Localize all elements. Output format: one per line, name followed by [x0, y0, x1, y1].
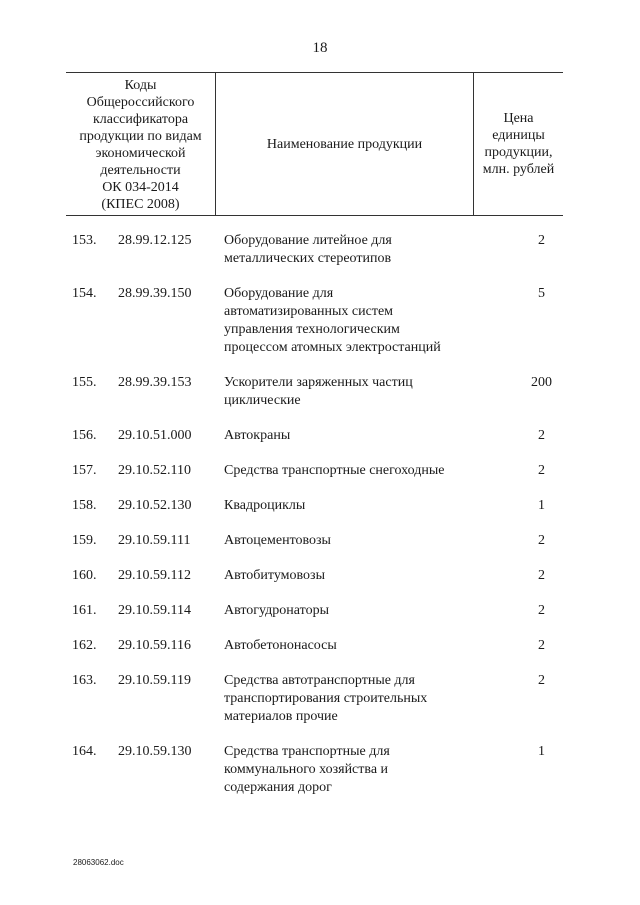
- product-name-line: металлических стереотипов: [224, 251, 392, 266]
- header-price-line: продукции,: [484, 145, 553, 160]
- row-code: 29.10.59.130: [118, 744, 192, 759]
- table-header: [66, 72, 563, 216]
- header-price-label: [483, 110, 554, 178]
- row-number: 164.: [72, 744, 97, 759]
- row-number: 160.: [72, 568, 97, 583]
- product-name-line: автоматизированных систем: [224, 304, 394, 319]
- row-price: 2: [538, 638, 545, 653]
- row-number: 157.: [72, 463, 97, 478]
- header-price-line: млн. рублей: [482, 162, 555, 177]
- product-name-line: Квадроциклы: [224, 498, 306, 513]
- table-row: [72, 637, 563, 655]
- row-price: 2: [538, 533, 545, 548]
- header-code-line: Коды: [124, 78, 157, 93]
- row-number: 161.: [72, 603, 97, 618]
- row-number: 154.: [72, 286, 97, 301]
- header-code-line: Общероссийского: [86, 95, 195, 110]
- row-number: 156.: [72, 428, 97, 443]
- product-name-line: Средства автотранспортные для: [224, 673, 415, 688]
- product-name-line: Автоцементовозы: [224, 533, 331, 548]
- table-row: [72, 567, 563, 585]
- header-code-line: деятельности: [100, 163, 181, 178]
- row-price: 2: [538, 463, 545, 478]
- table-row: [72, 374, 563, 410]
- table-row: [72, 427, 563, 445]
- row-number: 158.: [72, 498, 97, 513]
- row-price: 200: [531, 375, 552, 390]
- header-name-column: [216, 73, 474, 215]
- product-name-line: Ускорители заряженных частиц: [224, 375, 413, 390]
- row-price: 5: [538, 286, 545, 301]
- product-name-line: содержания дорог: [224, 780, 332, 795]
- product-name-line: Средства транспортные снегоходные: [224, 463, 445, 478]
- table-row: [72, 602, 563, 620]
- row-number: 163.: [72, 673, 97, 688]
- row-code: 28.99.12.125: [118, 233, 192, 248]
- header-price-line: Цена: [503, 111, 534, 126]
- product-name-line: материалов прочие: [224, 709, 338, 724]
- row-code: 28.99.39.150: [118, 286, 192, 301]
- row-product-name: [224, 567, 490, 585]
- row-product-name: [224, 232, 490, 268]
- row-product-name: [224, 374, 490, 410]
- product-name-line: Автогудронаторы: [224, 603, 329, 618]
- row-product-name: [224, 672, 490, 726]
- product-name-line: Автокраны: [224, 428, 291, 443]
- table-row: [72, 672, 563, 726]
- row-price: 1: [538, 498, 545, 513]
- row-price: 2: [538, 603, 545, 618]
- product-name-line: процессом атомных электростанций: [224, 340, 441, 355]
- row-price: 2: [538, 428, 545, 443]
- header-code-label: [79, 77, 201, 213]
- table-row: [72, 743, 563, 797]
- page-number: 18: [312, 40, 328, 56]
- row-price: 1: [538, 744, 545, 759]
- product-name-line: Оборудование для: [224, 286, 334, 301]
- table-row: [72, 532, 563, 550]
- row-number: 159.: [72, 533, 97, 548]
- product-name-line: циклические: [224, 393, 301, 408]
- row-code: 29.10.59.119: [118, 673, 191, 688]
- table-row: [72, 285, 563, 357]
- row-number: 153.: [72, 233, 97, 248]
- row-product-name: [224, 497, 490, 515]
- product-name-line: коммунального хозяйства и: [224, 762, 389, 777]
- product-name-line: Оборудование литейное для: [224, 233, 392, 248]
- table-row: [72, 462, 563, 480]
- header-code-line: ОК 034-2014: [102, 180, 179, 195]
- row-code: 29.10.52.130: [118, 498, 192, 513]
- footer-file-name: 28063062.doc: [73, 858, 124, 867]
- row-price: 2: [538, 673, 545, 688]
- header-price-column: [474, 73, 563, 215]
- header-code-line: (КПЕС 2008): [101, 197, 180, 212]
- product-name-line: Автобетононасосы: [224, 638, 337, 653]
- header-code-line: классификатора: [92, 112, 189, 127]
- row-product-name: [224, 743, 490, 797]
- row-product-name: [224, 602, 490, 620]
- product-name-line: транспортирования строительных: [224, 691, 428, 706]
- row-product-name: [224, 532, 490, 550]
- row-product-name: [224, 285, 490, 357]
- row-code: 28.99.39.153: [118, 375, 192, 390]
- row-price: 2: [538, 568, 545, 583]
- product-name-line: Средства транспортные для: [224, 744, 390, 759]
- header-code-column: [66, 73, 216, 215]
- row-code: 29.10.59.111: [118, 533, 191, 548]
- row-code: 29.10.59.112: [118, 568, 191, 583]
- row-code: 29.10.59.114: [118, 603, 191, 618]
- row-code: 29.10.51.000: [118, 428, 192, 443]
- header-name-label: Наименование продукции: [266, 136, 423, 152]
- table-body: [72, 232, 563, 797]
- table-row: [72, 497, 563, 515]
- product-name-line: управления технологическим: [224, 322, 400, 337]
- row-product-name: [224, 637, 490, 655]
- row-number: 155.: [72, 375, 97, 390]
- row-code: 29.10.52.110: [118, 463, 191, 478]
- header-code-line: экономической: [95, 146, 186, 161]
- header-price-line: единицы: [492, 128, 545, 143]
- row-price: 2: [538, 233, 545, 248]
- row-product-name: [224, 462, 490, 480]
- table-row: [72, 232, 563, 268]
- row-code: 29.10.59.116: [118, 638, 191, 653]
- row-number: 162.: [72, 638, 97, 653]
- product-name-line: Автобитумовозы: [224, 568, 325, 583]
- header-code-line: продукции по видам: [79, 129, 202, 144]
- row-product-name: [224, 427, 490, 445]
